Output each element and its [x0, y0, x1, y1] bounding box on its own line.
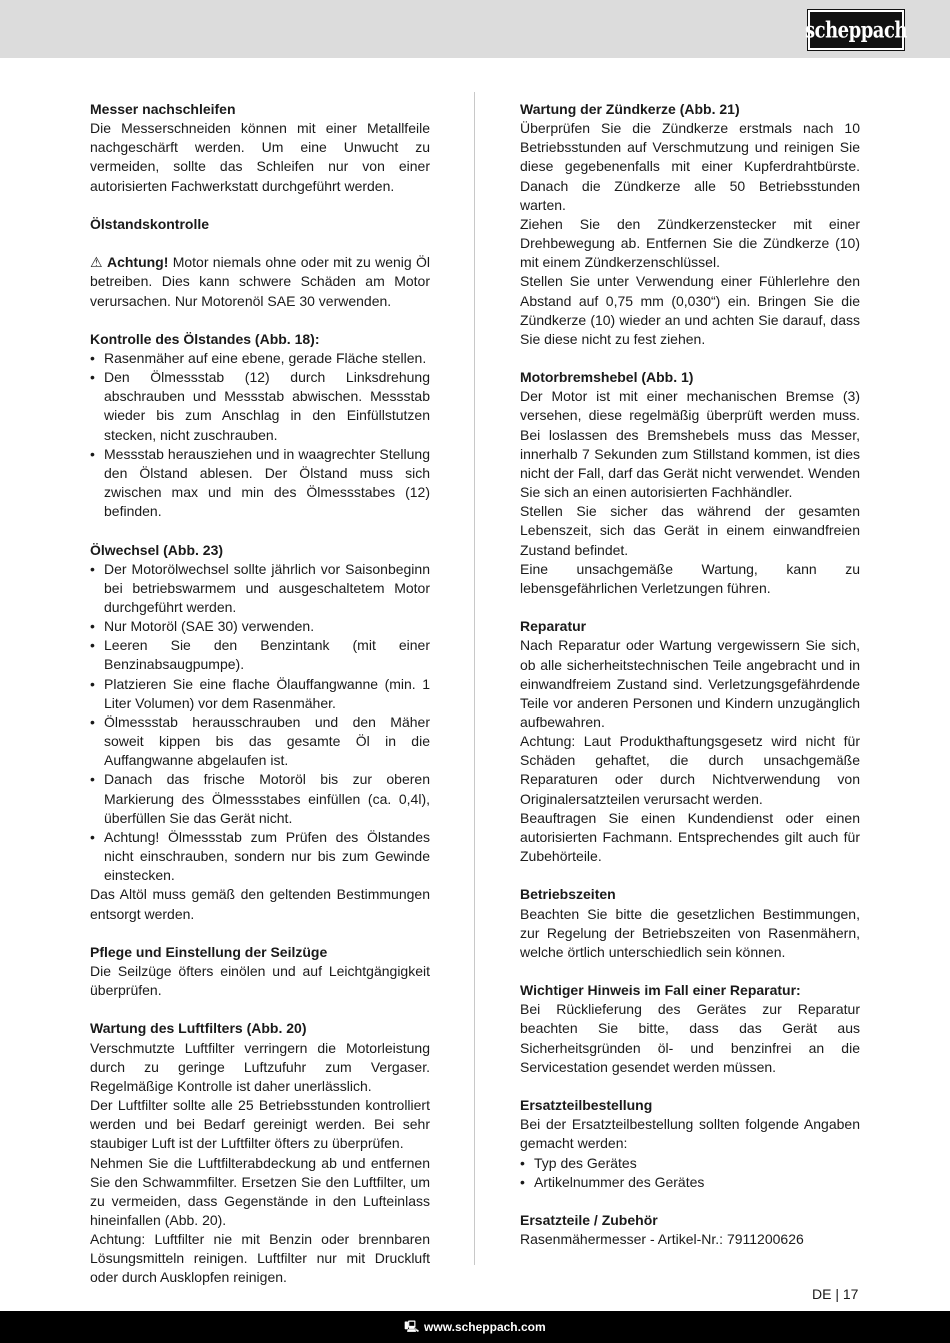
section-title: Ersatzteilbestellung: [520, 1097, 653, 1114]
section-title: Reparatur: [520, 618, 587, 635]
section-text: Achtung: Luftfilter nie mit Benzin oder brennbaren Lösungsmitteln reinigen. Luftfilter nur mit Druckluft oder durch Ausklopfen reinigen.: [90, 1231, 430, 1286]
list-item: • Rasenmäher auf eine ebene, gerade Fläche stellen.: [90, 349, 430, 368]
section-text: Die Seilzüge öfters einölen und auf Leichtgängigkeit überprüfen.: [90, 962, 430, 999]
list-item: • Typ des Gerätes: [520, 1154, 860, 1173]
list-item: • Den Ölmessstab (12) durch Linksdrehung abschrauben und Messstab abwischen. Messstab wieder bis zum Anschlag in den Einfüllstutzen stecken, nicht zuschrauben.: [90, 368, 430, 445]
page-number: DE | 17: [812, 1286, 859, 1302]
list-item: • Nur Motoröl (SAE 30) verwenden.: [90, 617, 430, 636]
list-item: • Messstab herausziehen und in waagrechter Stellung den Ölstand ablesen. Der Ölstand muss sich zwischen max und min des Ölmessstabes (12) befinden.: [90, 445, 430, 522]
section-title: Wartung des Luftfilters (Abb. 20): [90, 1020, 307, 1037]
warning-icon: ⚠: [90, 254, 103, 271]
list-item: • Platzieren Sie eine flache Ölauffangwanne (min. 1 Liter Volumen) vor dem Rasenmäher.: [90, 675, 430, 713]
section-title: Ersatzteile / Zubehör: [520, 1211, 658, 1228]
list-item: • Danach das frische Motoröl bis zur oberen Markierung des Ölmessstabes einfüllen (ca. 0,4l), überfüllen Sie das Gerät nicht.: [90, 770, 430, 827]
footer-url[interactable]: www.scheppach.com: [424, 1320, 546, 1334]
section-text: Nehmen Sie die Luftfilterabdeckung ab und entfernen Sie den Schwammfilter. Ersetzen Sie den Luftfilter, um zu vermeiden, dass Gegenstände in den Lufteinlass hineinfallen (Abb. 20).: [90, 1154, 430, 1228]
section-title: Kontrolle des Ölstandes (Abb. 18):: [90, 330, 320, 347]
section-text: Eine unsachgemäße Wartung, kann zu lebensgefährlichen Verletzungen führen.: [520, 560, 860, 596]
warning-text: Motor niemals ohne oder mit zu wenig Öl betreiben. Dies kann schwere Schäden am Motor verursachen. Nur Motorenöl SAE 30 verwenden.: [90, 254, 430, 309]
bullet-list: [90, 349, 430, 521]
section-title: Betriebszeiten: [520, 886, 616, 903]
bullet-list: [520, 1154, 860, 1192]
list-item: • Artikelnummer des Gerätes: [520, 1173, 860, 1192]
warning-paragraph: [90, 253, 430, 310]
section-text: Bei der Ersatzteilbestellung sollten folgende Angaben gemacht werden:: [520, 1116, 860, 1152]
section-title: Wichtiger Hinweis im Fall einer Reparatur:: [520, 982, 801, 999]
bullet-list: [90, 560, 430, 886]
right-column: [520, 100, 860, 1249]
list-item: • Der Motorölwechsel sollte jährlich vor Saisonbeginn bei betriebswarmem und ausgeschaltetem Motor durchgeführt werden.: [90, 560, 430, 617]
section-text: Die Messerschneiden können mit einer Metallfeile nachgeschärft werden. Um eine Unwucht zu vermeiden, sollte das Schleifen nur von einer autorisierten Fachwerkstatt durchgeführt werden.: [90, 120, 430, 194]
list-item: • Ölmessstab herausschrauben und den Mäher soweit kippen bis das gesamte Öl in die Auffangwanne abgelaufen ist.: [90, 713, 430, 770]
section-text: Stellen Sie unter Verwendung einer Fühlerlehre den Abstand auf 0,75 mm (0,030“) ein. Bringen Sie die Zündkerze (10) wieder an und achten Sie darauf, dass Sie diese nicht zu fest ziehen.: [520, 273, 860, 347]
section-text: Beachten Sie bitte die gesetzlichen Bestimmungen, zur Regelung der Betriebszeiten von Rasenmähern, welche örtlich unterschiedlich sein können.: [520, 905, 860, 960]
header-bar: [0, 0, 950, 58]
list-item: • Achtung! Ölmessstab zum Prüfen des Ölstandes nicht einschrauben, sondern nur bis zum Gewinde einstecken.: [90, 828, 430, 885]
section-title: Motorbremshebel (Abb. 1): [520, 369, 694, 386]
section-title: Pflege und Einstellung der Seilzüge: [90, 943, 328, 960]
section-text: Ziehen Sie den Zündkerzenstecker mit einer Drehbewegung ab. Entfernen Sie die Zündkerze (10) mit einem Zündkerzenschlüssel.: [520, 215, 860, 271]
section-text: Stellen Sie sicher das während der gesamten Lebenszeit, sich das Gerät in einem einwandfreien Zustand befindet.: [520, 503, 860, 558]
section-text: Achtung: Laut Produkthaftungsgesetz wird nicht für Schäden gehaftet, die durch unsachgemäße Reparaturen oder durch Nichtverwendung von Originalersatzteilen verursacht werden.: [520, 733, 860, 807]
left-column: [90, 100, 430, 1288]
logo-text: scheppach: [805, 16, 908, 44]
section-text: Bei Rücklieferung des Gerätes zur Reparatur beachten Sie bitte, dass das Gerät aus Sicherheitsgründen öl- und benzinfrei an die Servicestation gesendet werden müssen.: [520, 1001, 860, 1075]
section-text: Der Luftfilter sollte alle 25 Betriebsstunden kontrolliert werden und bei Bedarf gereinigt werden. Bei sehr staubiger Luft ist der Luftfilter öfters zu überprüfen.: [90, 1097, 430, 1152]
section-title: Ölwechsel (Abb. 23): [90, 541, 224, 558]
section-title: Ölstandskontrolle: [90, 215, 210, 232]
section-title: Wartung der Zündkerze (Abb. 21): [520, 101, 740, 117]
section-text: Nach Reparatur oder Wartung vergewissern Sie sich, ob alle sicherheitstechnischen Teile angebracht und in einwandfreiem Zustand sind. Verletzungsgefährdende Teile vor anderen Personen und Kindern unzugänglich aufbewahren.: [520, 637, 860, 730]
computer-icon: 🖳: [404, 1320, 420, 1333]
footer-bar: [0, 1311, 950, 1343]
section-text: Rasenmähermesser - Artikel-Nr.: 7911200626: [520, 1231, 804, 1248]
column-divider: [474, 92, 475, 1265]
warning-label: Achtung!: [106, 254, 169, 271]
section-text: Beauftragen Sie einen Kundendienst oder einen autorisierten Fachmann. Entsprechendes gilt auch für Zubehörteile.: [520, 809, 860, 865]
section-text: Der Motor ist mit einer mechanischen Bremse (3) versehen, diese regelmäßig überprüft werden muss. Bei loslassen des Bremshebels muss das Messer, innerhalb 7 Sekunden zum Stillstand kommen, ist dies nicht der Fall, darf das Gerät nicht verwendet. Wenden Sie sich an einen autorisierten Fachhändler.: [520, 388, 860, 501]
list-item: • Leeren Sie den Benzintank (mit einer Benzinabsaugpumpe).: [90, 636, 430, 674]
section-text: Überprüfen Sie die Zündkerze erstmals nach 10 Betriebsstunden auf Verschmutzung und reinigen Sie diese gegebenenfalls mit einer Kupferdrahtbürste. Danach die Zündkerze alle 50 Betriebsstunden warten.: [520, 120, 860, 213]
section-title: Messer nachschleifen: [90, 101, 236, 117]
brand-logo: [805, 10, 908, 50]
section-text: Das Altöl muss gemäß den geltenden Bestimmungen entsorgt werden.: [90, 886, 430, 922]
section-text: Verschmutzte Luftfilter verringern die Motorleistung durch zu geringe Luftzufuhr zum Vergaser. Regelmäßige Kontrolle ist daher unerlässlich.: [90, 1039, 430, 1094]
